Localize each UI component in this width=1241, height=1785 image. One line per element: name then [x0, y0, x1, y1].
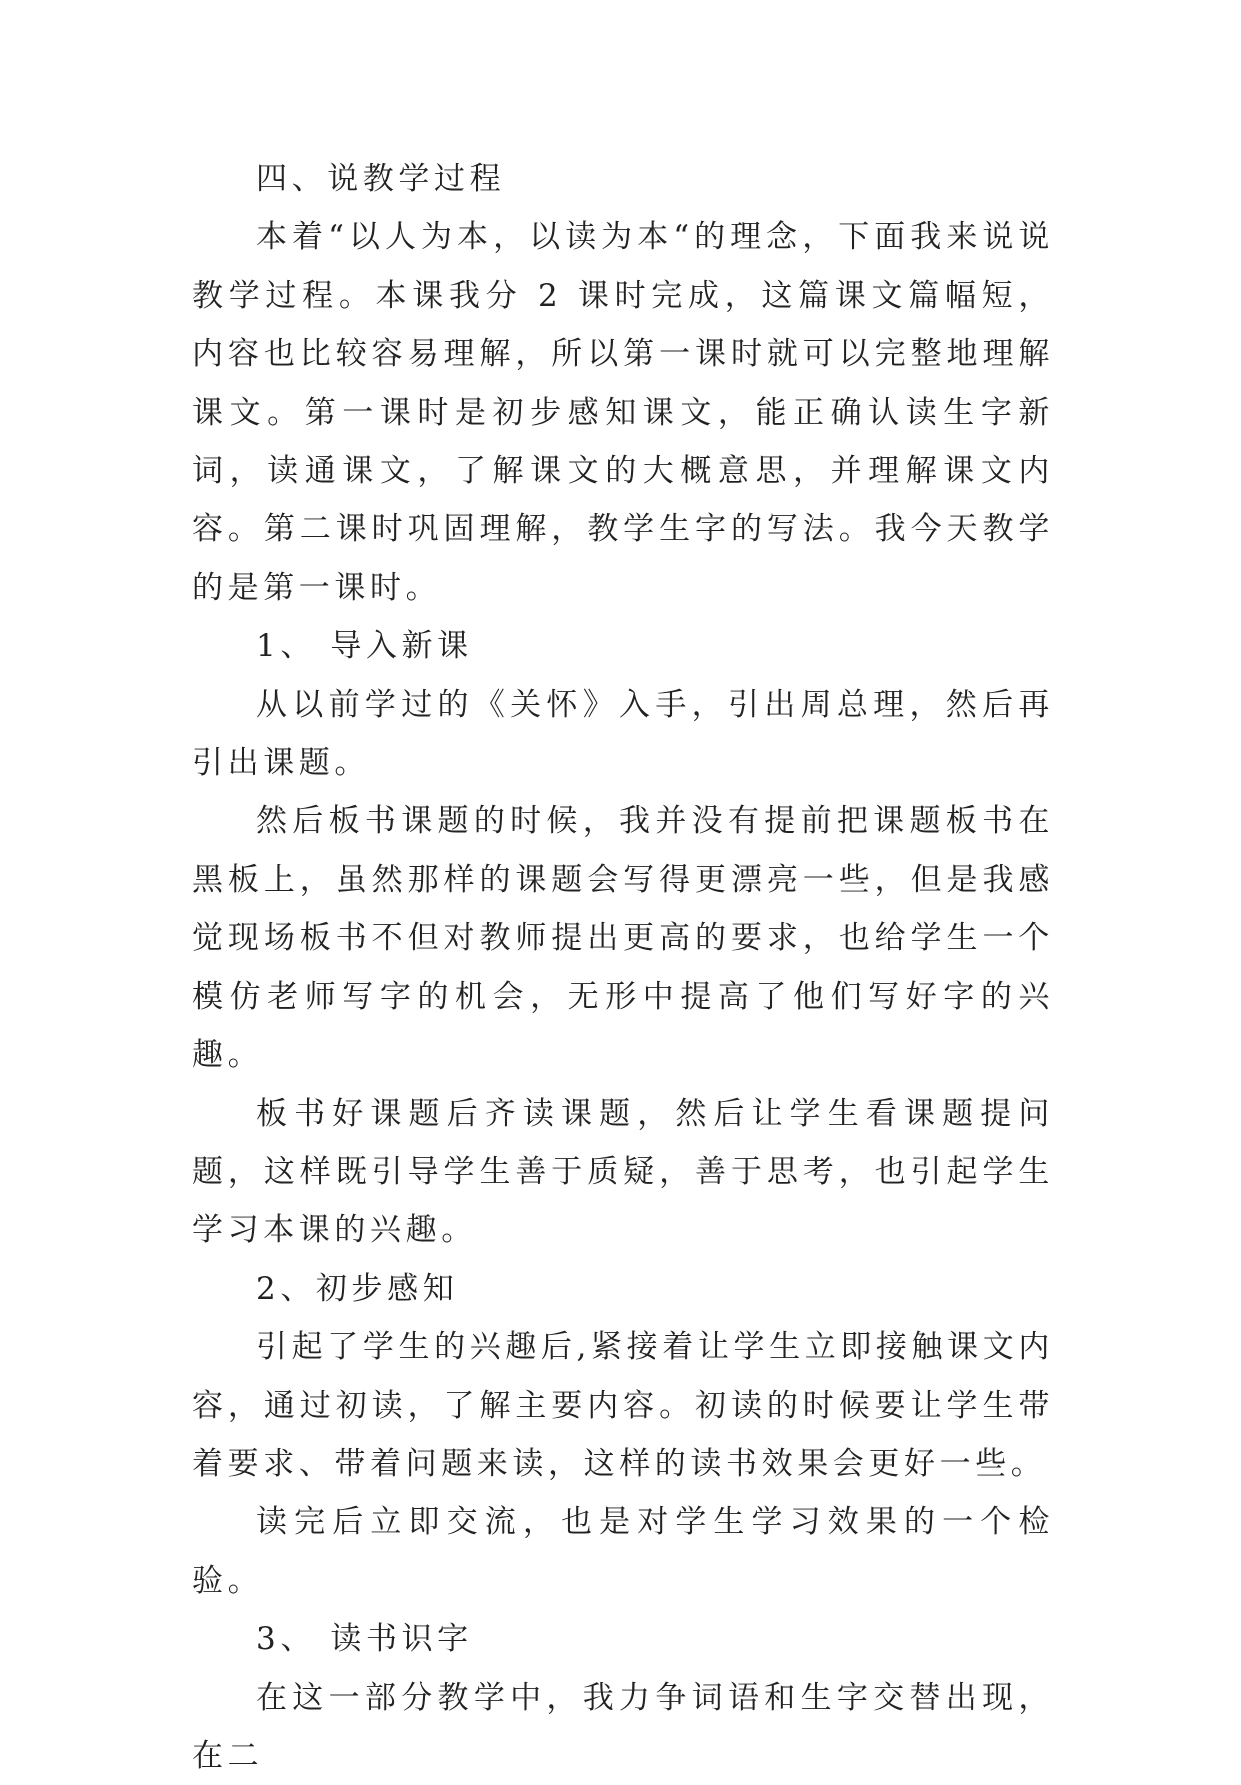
paragraph-introduce-lesson: 从以前学过的《关怀》入手，引出周总理，然后再引出课题。 — [192, 686, 1054, 782]
paragraph-blackboard: 然后板书课题的时候，我并没有提前把课题板书在黑板上，虽然那样的课题会写得更漂亮一些，但是我感觉现场板书不但对教师提出更高的要求，也给学生一个模仿老师写字的机会，无形中提高了他们写好字的兴趣。 — [192, 803, 1054, 1074]
paragraph-intro: 本着“以人为本，以读为本“的理念，下面我来说说教学过程。本课我分 2 课时完成，这篇课文篇幅短，内容也比较容易理解，所以第一课时就可以完整地理解课文。第一课时是初步感知课文，能正确认读生字新词，读通课文，了解课文的大概意思，并理解课文内容。第二课时巩固理解，教学生字的写法。我今天教学的是第一课时。 — [192, 219, 1054, 606]
paragraph-exchange: 读完后立即交流，也是对学生学习效果的一个检验。 — [192, 1504, 1054, 1599]
document-body — [192, 150, 1054, 1785]
step-heading-introduce-lesson: 1、 导入新课 — [256, 628, 473, 665]
step-heading-initial-perception: 2、初步感知 — [256, 1270, 459, 1307]
section-heading-teaching-process: 四、说教学过程 — [256, 161, 506, 197]
paragraph-read-title: 板书好课题后齐读课题，然后让学生看课题提问题，这样既引导学生善于质疑，善于思考，也引起学生学习本课的兴趣。 — [192, 1095, 1054, 1249]
paragraph-reading-literacy: 在这一部分教学中，我力争词语和生字交替出现，在二 — [192, 1679, 1054, 1774]
step-heading-reading-literacy: 3、 读书识字 — [256, 1621, 473, 1658]
paragraph-initial-reading: 引起了学生的兴趣后,紧接着让学生立即接触课文内容，通过初读，了解主要内容。初读的时候要让学生带着要求、带着问题来读，这样的读书效果会更好一些。 — [192, 1329, 1054, 1482]
